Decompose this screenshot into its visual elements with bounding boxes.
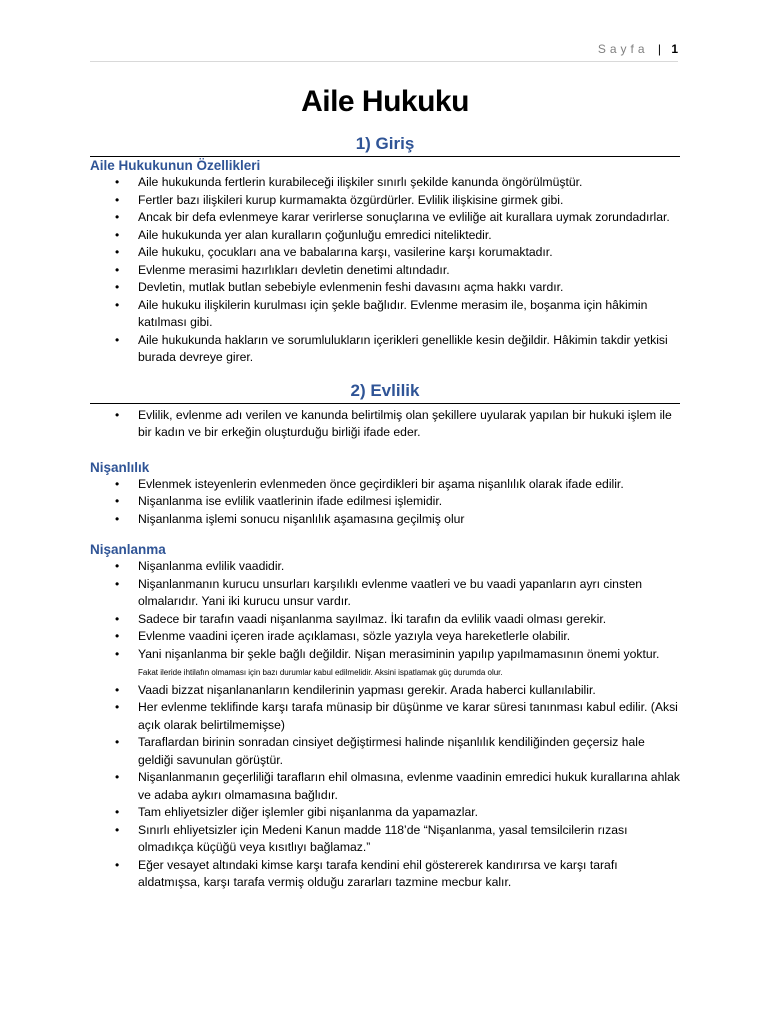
bullet-icon: • bbox=[115, 770, 120, 784]
list-item: • Vaadi bizzat nişanlananların kendilerinin yapması gerekir. Arada haberci kullanılabilir. bbox=[90, 682, 680, 700]
bullet-icon: • bbox=[115, 611, 120, 626]
bullet-icon: • bbox=[115, 559, 120, 573]
list-item: • Ancak bir defa evlenmeye karar verirlerse sonuçlarına ve evliliğe ait kurallara uymak zorundadırlar. bbox=[90, 209, 680, 227]
bullet-icon: • bbox=[115, 175, 120, 189]
document-title: Aile Hukuku bbox=[301, 85, 469, 118]
bullet-icon: • bbox=[115, 576, 120, 591]
page-header bbox=[598, 42, 678, 56]
subheading-aile-hukuku-ozellikleri: Aile Hukukunun Özellikleri bbox=[90, 158, 261, 173]
list-item: • Evlenme merasimi hazırlıkları devletin denetimi altındadır. bbox=[90, 262, 680, 280]
document-body bbox=[90, 80, 680, 892]
page-separator: | bbox=[657, 42, 661, 56]
nisanlanma-list bbox=[90, 558, 680, 892]
nisanlilik-list bbox=[90, 476, 680, 529]
list-item: • Aile hukukunda fertlerin kurabileceği ilişkiler sınırlı şekilde kanunda öngörülmüştür. bbox=[90, 174, 680, 192]
bullet-icon: • bbox=[115, 192, 120, 207]
bullet-icon: • bbox=[115, 227, 120, 242]
subheading-nisanlilik: Nişanlılık bbox=[90, 459, 150, 475]
list-item: • Nişanlanma işlemi sonucu nişanlılık aşamasına geçilmiş olur bbox=[90, 511, 680, 529]
list-item: • Taraflardan birinin sonradan cinsiyet değiştirmesi halinde nişanlılık kendiliğinden geçersiz hale geldiği savunulan görüştür. bbox=[115, 735, 645, 767]
bullet-icon: • bbox=[115, 646, 120, 661]
page-number: 1 bbox=[671, 42, 678, 56]
list-item: • Devletin, mutlak butlan sebebiyle evlenmenin feshi davasını açma hakkı vardır. bbox=[90, 279, 680, 297]
list-item: • Aile hukukunda hakların ve sorumlulukların içerikleri genellikle kesin değildir. Hâkimin takdir yetkisi burada devreye girer. bbox=[115, 332, 668, 364]
bullet-icon: • bbox=[115, 735, 120, 749]
list-item: • Evlenme vaadini içeren irade açıklaması, sözle yazıyla veya hareketlerle olabilir. bbox=[90, 628, 680, 646]
bullet-icon: • bbox=[115, 511, 120, 526]
header-divider bbox=[90, 61, 678, 62]
bullet-icon: • bbox=[115, 262, 120, 277]
section-heading-evlilik: 2) Evlilik bbox=[90, 381, 680, 404]
bullet-icon: • bbox=[115, 332, 120, 347]
bullet-icon: • bbox=[115, 407, 120, 422]
intro-list bbox=[90, 174, 680, 367]
bullet-icon: • bbox=[115, 494, 120, 508]
list-item: • Fertler bazı ilişkileri kurup kurmamakta özgürdürler. Evlilik ilişkisine girmek gibi. bbox=[90, 192, 680, 210]
bullet-icon: • bbox=[115, 700, 120, 714]
list-item: • Sadece bir tarafın vaadi nişanlanma sayılmaz. İki tarafın da evlilik vaadi olması gerekir. bbox=[90, 611, 680, 629]
list-item: • Aile hukuku ilişkilerin kurulması için şekle bağlıdır. Evlenme merasim ile, boşanma için hâkimin katılması gibi. bbox=[115, 297, 648, 329]
subheading-nisanlanma: Nişanlanma bbox=[90, 542, 166, 557]
list-item: • Nişanlanmanın geçerliliği tarafların ehil olmasına, evlenme vaadinin emredici hukuk kurallarına ahlak ve adaba aykırı olmamasına bağlıdır. bbox=[115, 770, 680, 802]
bullet-icon: • bbox=[115, 297, 120, 312]
footnote-text: Fakat ileride ihtilafın olmaması için bazı durumlar kabul edilmelidir. Aksini ispatlamak güç durumda olur. bbox=[138, 668, 503, 677]
bullet-icon: • bbox=[115, 629, 120, 643]
list-item: • Yani nişanlanma bir şekle bağlı değildir. Nişan merasiminin yapılıp yapılmamasının önemi yoktur. Fakat ileride ihtilafın olmaması için bazı durumlar kabul edilmelidir. Aksini ispatlamak güç durumda olur. bbox=[115, 646, 660, 677]
page-label: Sayfa bbox=[597, 42, 649, 56]
section-heading-giris: 1) Giriş bbox=[90, 134, 680, 157]
marriage-list bbox=[90, 407, 680, 442]
list-item: • Eğer vesayet altındaki kimse karşı tarafa kendini ehil göstererek kandırırsa ve karşı tarafı aldatmışsa, karşı tarafa vermiş olduğu zararları tazmine mecbur kalır. bbox=[115, 857, 618, 889]
bullet-icon: • bbox=[115, 682, 120, 697]
list-item: • Sınırlı ehliyetsizler için Medeni Kanun madde 118’de “Nişanlanma, yasal temsilcilerin rızası olmadıkça küçüğü veya kısıtlıyı bağlamaz.” bbox=[115, 822, 628, 854]
list-item: • Evlilik, evlenme adı verilen ve kanunda belirtilmiş olan şekillere uyularak yapılan bir hukuki işlem ile bir kadın ve bir erkeğin oluşturduğu birliği ifade eder. bbox=[115, 407, 672, 439]
bullet-icon: • bbox=[115, 857, 120, 872]
list-item: • Nişanlanmanın kurucu unsurları karşılıklı evlenme vaatleri ve bu vaadi yapanların ayrı cinsten olmalarıdır. Yani iki kurucu unsur vardır. bbox=[115, 576, 642, 608]
list-item: • Nişanlanma ise evlilik vaatlerinin ifade edilmesi işlemidir. bbox=[90, 493, 680, 511]
list-item: • Aile hukuku, çocukları ana ve babalarına karşı, vasilerine karşı korumaktadır. bbox=[90, 244, 680, 262]
list-item: • Tam ehliyetsizler diğer işlemler gibi nişanlanma da yapamazlar. bbox=[90, 804, 680, 822]
bullet-icon: • bbox=[115, 476, 120, 491]
list-item: • Nişanlanma evlilik vaadidir. bbox=[90, 558, 680, 576]
bullet-icon: • bbox=[115, 245, 120, 259]
list-item: • Aile hukukunda yer alan kuralların çoğunluğu emredici niteliktedir. bbox=[90, 227, 680, 245]
bullet-icon: • bbox=[115, 280, 120, 294]
list-item: • Evlenmek isteyenlerin evlenmeden önce geçirdikleri bir aşama nişanlılık olarak ifade edilir. bbox=[90, 476, 680, 494]
bullet-icon: • bbox=[115, 805, 120, 819]
bullet-icon: • bbox=[115, 210, 120, 224]
bullet-icon: • bbox=[115, 822, 120, 837]
list-item: • Her evlenme teklifinde karşı tarafa münasip bir düşünme ve karar süresi tanınması kabul edilir. (Aksi açık olarak belirtilmemişse) bbox=[115, 700, 678, 732]
